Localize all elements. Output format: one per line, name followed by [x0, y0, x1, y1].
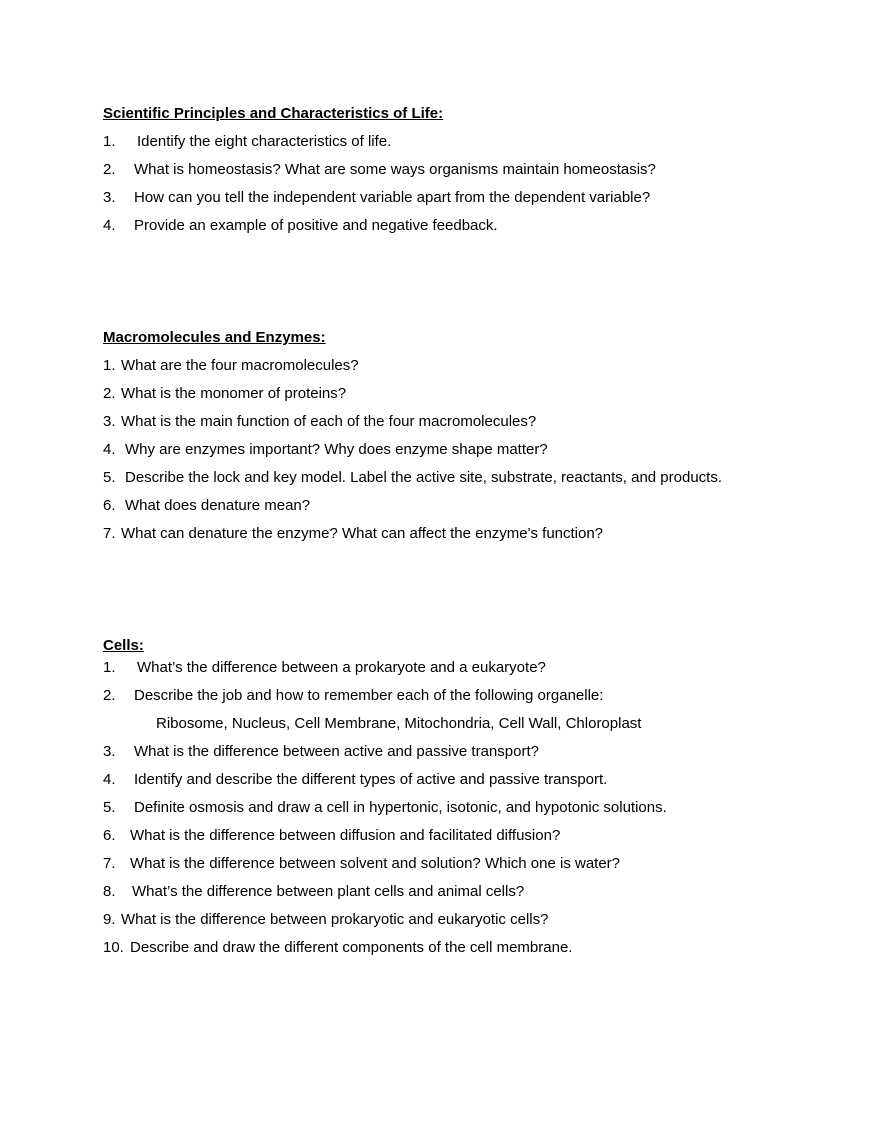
item-number: 1. [103, 357, 116, 374]
item-number: 10. [103, 939, 124, 956]
item-number: 5. [103, 799, 116, 816]
item-text: What is the main function of each of the four macromolecules? [121, 413, 537, 430]
item-text: What does denature mean? [125, 497, 311, 514]
item-text: What are the four macromolecules? [121, 357, 359, 374]
item-number: 5. [103, 469, 116, 486]
item-text: What is homeostasis? What are some ways organisms maintain homeostasis? [134, 161, 656, 178]
item-text: Definite osmosis and draw a cell in hypertonic, isotonic, and hypotonic solutions. [134, 799, 667, 816]
item-number: 2. [103, 687, 116, 704]
item-number: 4. [103, 771, 116, 788]
item-text: Describe and draw the different components of the cell membrane. [130, 939, 573, 956]
item-text: What is the difference between prokaryotic and eukaryotic cells? [121, 911, 549, 928]
item-number: 3. [103, 189, 116, 206]
item-number: 3. [103, 413, 116, 430]
item-number: 7. [103, 855, 116, 872]
item-number: 2. [103, 161, 116, 178]
item-number: 8. [103, 883, 116, 900]
section-heading-characteristics-of-life: Scientific Principles and Characteristics of Life: [103, 105, 444, 122]
item-number: 2. [103, 385, 116, 402]
item-text: What can denature the enzyme? What can affect the enzyme's function? [121, 525, 604, 542]
item-number: 9. [103, 911, 116, 928]
item-text: How can you tell the independent variable apart from the dependent variable? [134, 189, 651, 206]
item-text: Identify the eight characteristics of life. [137, 133, 392, 150]
item-text: What’s the difference between a prokaryote and a eukaryote? [137, 659, 546, 676]
item-text: What is the difference between solvent and solution? Which one is water? [130, 855, 621, 872]
item-text: What is the difference between diffusion and facilitated diffusion? [130, 827, 561, 844]
section-heading-macromolecules: Macromolecules and Enzymes: [103, 329, 326, 346]
section-heading-cells: Cells: [103, 637, 144, 654]
item-number: 7. [103, 525, 116, 542]
item-text: What is the difference between active and passive transport? [134, 743, 539, 760]
item-text: Ribosome, Nucleus, Cell Membrane, Mitochondria, Cell Wall, Chloroplast [156, 715, 642, 732]
item-text: Describe the job and how to remember each of the following organelle: [134, 687, 604, 704]
item-number: 6. [103, 827, 116, 844]
item-number: 1. [103, 133, 116, 150]
item-number: 4. [103, 217, 116, 234]
item-text: Identify and describe the different types of active and passive transport. [134, 771, 608, 788]
item-text: What is the monomer of proteins? [121, 385, 347, 402]
item-number: 6. [103, 497, 116, 514]
item-text: What’s the difference between plant cells and animal cells? [132, 883, 525, 900]
item-number: 4. [103, 441, 116, 458]
item-number: 3. [103, 743, 116, 760]
item-text: Describe the lock and key model. Label the active site, substrate, reactants, and products. [125, 469, 722, 486]
item-number: 1. [103, 659, 116, 676]
item-text: Provide an example of positive and negative feedback. [134, 217, 498, 234]
item-text: Why are enzymes important? Why does enzyme shape matter? [125, 441, 548, 458]
